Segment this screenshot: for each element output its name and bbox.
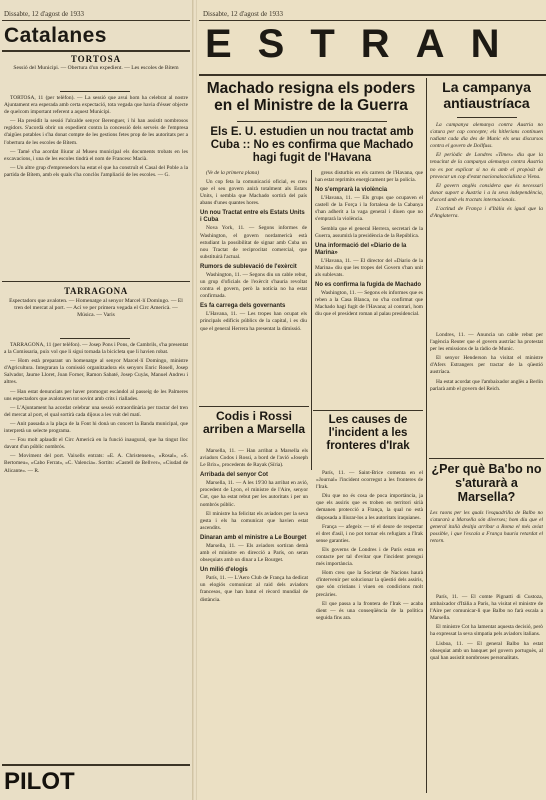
article-subheading: Arribada del senyor Cot — [200, 472, 269, 479]
main-column-2 — [315, 170, 423, 420]
article-paragraph: Sembla que el general Herrera, secretari de la Guerra, assumirà la presidència de la República. — [315, 225, 423, 239]
left-top-rule — [2, 20, 190, 21]
column-divider — [426, 78, 427, 793]
left-page — [0, 0, 195, 800]
article-paragraph: Marsella, 11. — Han arribat a Marsella els aviadors Codos i Rossi, a bord de l'avió «Joseph Le Brix», procedents de Rayak (Síria). — [200, 448, 308, 469]
article-paragraph: Washington, 11. — Segons els informes que es reben a la Casa Blanca, no s'ha confirmat que Machado hagi fugit de l'Havana; al contrari, hom diu que el president roman al palau presidencial. — [315, 290, 423, 318]
article-paragraph: Marsella, 11. — A les 19'30 ha arribat en avió, procedent de Lyon, el ministre de l'Aire, senyor Cot, que ha estat rebut per les autoritats i per un nombrós públic. — [200, 480, 308, 508]
article-paragraph: Els governs de Londres i de París estan en contacte per tal d'evitar que l'incident prengui més importància. — [316, 546, 423, 568]
article-paragraph: L'Havana, 11. — El director del «Diario de la Marina» diu que les tropes del Govern s'han unit als sublevats. — [315, 257, 423, 278]
article-paragraph: França — afegeix — té el deure de respectar el dret d'asil, i no pot tornar els refugiats a l'Irak sense garanties. — [316, 523, 423, 544]
article-subheading: No es confirma la fugida de Machado — [315, 282, 422, 289]
article-paragraph: Un cop feta la comunicació oficial, es creu que el seu govern anirà totalment als Estats Units, i sembla que Machado sortirà del país abans d'unes quantes hores. — [200, 179, 307, 207]
right-top-rule — [199, 20, 546, 21]
article-paragraph: París, 11. — L'Aero Club de França ha dedicat un elogiós comunicat al raid dels aviadors francesos, que han batut el rècord mundial de distància. — [200, 575, 308, 603]
article-paragraph: París, 11. — El comte Pignatti di Custoza, ambaixador d'Itàlia a París, ha visitat el ministre de l'Aire per comunicar-li que Balbo no farà escala a Marsella. — [430, 594, 543, 622]
article-paragraph: — Ha presidit la sessió l'alcalde senyor Berenguer, i hi han assistit nombrosos regidors. S'acordà obrir un expedient contra la concessió dels serveis de l'empresa d'aigües potables i s'ha donat compte de les gestions fetes prop de les autoritats per a l'obertura de les escoles de Bítem. — [4, 118, 188, 146]
article-paragraph: El senyor Henderson ha visitat el ministre d'Afers Estrangers per tractar de la qüestió austríaca. — [430, 355, 543, 376]
short-rule — [457, 117, 517, 118]
campanya-headline: La campanya antiaustríaca — [442, 79, 531, 111]
main-column-1 — [200, 170, 307, 402]
article-paragraph: — Un altre grup d'emprenedors ha estat el que ha construït el Casal del Poble a la partida de Bítem, amb els quals s'ha conclòs l'ampliació de les escoles. — G. — [4, 164, 188, 178]
baba-article — [430, 594, 543, 792]
section-title: Catalanes — [4, 24, 107, 47]
article-subheading: Un nou Tractat entre els Estats Units i Cuba — [200, 210, 305, 224]
article-paragraph: — Fou molt aplaudit el Circ Americà en la funció inaugural, que ha tingut lloc davant d'un públic nombrós. — [4, 437, 188, 451]
article-paragraph: — Anit passada a la plaça de la Font hi donà un concert la Banda municipal, que interpretà un selecte programa. — [4, 420, 188, 435]
main-headline: Machado resigna els poders en el Ministre de la Guerra — [206, 80, 416, 115]
main-subhead: Els E. U. estudien un nou tractat amb Cuba :: No es confirma que Machado hagi fugit de l'Havana — [210, 126, 414, 164]
bottom-headline-fragment: PILOT — [4, 768, 75, 795]
masthead: ESTRAN — [205, 22, 526, 66]
article-paragraph: — Tamé s'ha acordat lliurar al Museu municipal els documents trobats en les excavacions, i una de les escoles tindrà el nom de Francesc Macià. — [4, 148, 188, 162]
article-paragraph: greus disturbis en els carrers de l'Havana, que han estat reprimits energicament per la policia. — [315, 170, 423, 184]
article-subheading: Es fa carrega dels governants — [200, 303, 286, 310]
article-paragraph: Diu que no és cosa de poca importància, ja que els assiris que es troben en territori sirià demanen protecció a França, la qual no està disposada a lliurar-los a les autoritats iraquianes. — [316, 493, 423, 521]
article-paragraph: Ha estat acordat que l'ambaixador anglès a Berlín parlarà amb el govern del Reich. — [430, 378, 543, 392]
irak-headline: Les causes de l'incident a les fronteres d'Irak — [326, 414, 410, 452]
story-divider — [429, 458, 544, 459]
article-paragraph: Nova York, 11. — Segons informes de Washington, el govern nordamericà està estudiant la possibilitat de signar amb Cuba un nou Tractat de reciprocitat comercial, que substituirà l'actual. — [200, 225, 307, 260]
left-dateline: Dissabte, 12 d'agost de 1933 — [4, 10, 85, 18]
article-subheading: Un milió d'elogis — [200, 567, 248, 574]
article-subheading: Una informació del «Diario de la Marina» — [315, 242, 407, 256]
column-divider — [311, 170, 312, 470]
article-paragraph: Lisboa, 11. — El general Balbo ha estat obsequiat amb un banquet pel govern portuguès, al qual han assistit nombroses personalitats. — [430, 640, 543, 661]
baba-intro: Les raons per les quals l'esquadrilla de Balbo no s'aturarà a Marsella són diverses; hom diu que el general italià desitja arribar a Roma el més aviat possible, i que l'escala a França hauria retardat el retorn. — [430, 510, 543, 545]
article-paragraph: El ministre Cot ha lamentat aquesta decisió, però ha expressat la seva simpatia pels aviadors italians. — [430, 624, 543, 638]
article-paragraph: La campanya alemanya contra Àustria no s'atura per cap concepte; els hitlerians continuen radiant cada dia des de Munic els seus discursos contra el govern de Dollfuss. — [430, 122, 543, 150]
article-intro: (Ve de la primera plana) — [206, 170, 259, 176]
article-paragraph: El que passa a la frontera de l'Irak — acaba dient — és una conseqüència de la política seguida fins ara. — [316, 600, 423, 621]
tortosa-summary: Sessió del Municipi. — Obertura d'un expedient. — Les escoles de Bítem — [13, 65, 179, 71]
article-subheading: Dinaran amb el ministre a Le Bourget — [200, 534, 307, 541]
article-paragraph: Washington, 11. — Segons diu un cable rebut, un grup d'oficials de l'exèrcit s'hauria revoltat contra el govern, però la notícia no ha estat confirmada. — [200, 271, 307, 300]
article-paragraph: París, 11. — Saint-Brice comenta en el «Journal» l'incident ocorregut a les fronteres de l'Irak. — [316, 470, 423, 491]
campanya-intro — [430, 122, 543, 330]
tortosa-article — [4, 95, 188, 279]
codis-headline: Codis i Rossi arriben a Marsella — [202, 409, 306, 437]
article-subheading: Rumors de sublevació de l'exèrcit — [200, 263, 297, 270]
article-paragraph: Londres, 11. — Anuncia un cable rebut per l'agència Reuter que el govern austríac ha protestat per les emissions de la ràdio de Munic. — [430, 332, 543, 353]
main-head-rule — [237, 121, 387, 122]
bottom-rule — [2, 764, 190, 766]
article-subheading: No s'emprarà la violència — [315, 187, 388, 194]
article-paragraph: TARRAGONA, 11 (per telèfon). — Josep Pons i Pons, de Cambrils, s'ha presentat a la Comissaria, puix vol que li sigui tornada la bicicleta que li havien robat. — [4, 342, 188, 356]
right-page — [197, 0, 546, 800]
section-rule — [2, 50, 190, 52]
article-paragraph: Hom creu que la Societat de Nacions haurà d'intervenir per solucionar la qüestió dels assiris, que són cristians i viuen en condicions molt precàries. — [316, 570, 423, 598]
city-title-tarragona: TARRAGONA — [64, 286, 128, 296]
short-rule — [60, 338, 130, 339]
article-paragraph: L'Havana, 11. — Les tropes han ocupat els principals edificis públics de la capital, i es diu que el general Herrera ha presentat la dimissió. — [200, 311, 307, 332]
article-paragraph: El periòdic de Londres «Times» diu que la tenacitat de la campanya alemanya contra Àustria no es pot explicar si no és amb el propòsit de provocar un cop d'estat nacionalsocialista a Viena. — [430, 152, 543, 180]
story-divider — [313, 410, 423, 411]
divider-rule — [2, 281, 190, 282]
article-paragraph: El govern anglès considera que és necessari donar suport a Àustria i a la seva independència, d'acord amb els tractats internacionals. — [430, 182, 543, 203]
right-dateline: Dissabte, 12 d'agost de 1933 — [203, 10, 284, 18]
city-title-tortosa: TORTOSA — [70, 54, 122, 64]
article-paragraph: — L'Ajuntament ha acordat celebrar una sessió extraordinària per tractar del tren del mercat al port, el qual sortirà cada dijous a les vuit del matí. — [4, 404, 188, 418]
article-paragraph: El ministre ha felicitat els aviadors per la seva gesta i els ha comunicat que havien estat ascendits. — [200, 510, 308, 531]
tarragona-summary: Espectadors que avaloten. — Homenatge al senyor Marcel·lí Domingo. — El tren del mercat al port. — Ací ve per primera vegada el Circ Americà. — Música. — Varis — [9, 298, 183, 318]
article-paragraph: — Hom està preparant un homenatge al senyor Marcel·lí Domingo, ministre d'Agricultura. Integraran la comissió organitzadora els senyors Enric Rosell, Josep Salvador, Jaume Lloret, Joan Forner, Ramon Sabaté, Josep Cuyàs, Manuel Andreu i altres. — [4, 358, 188, 386]
masthead-rule — [199, 74, 546, 76]
article-paragraph: — Moviment del port. Vaixells entrats: «E. A. Christensen», «Rosal», «S. Bertomeu», «Cabo Ferrat», «C. Valencia». Sortits: «Castell de Bellver», «Ciudad de Alicante». — R. — [4, 453, 188, 474]
tarragona-article — [4, 342, 188, 762]
article-paragraph: — Han estat denunciats per haver promogut escàndol al passeig de les Palmeres uns espectadors que avalotaven tot sovint amb crits i riallades. — [4, 388, 188, 402]
irak-article — [316, 470, 423, 793]
article-paragraph: L'Havana, 11. — Els grups que ocupaven el castell de la Força i la fortalesa de la Cabanya s'han adherit a la vaga general i diuen que no s'emprarà la violència. — [315, 195, 423, 223]
codis-article — [200, 448, 308, 793]
short-rule — [60, 91, 130, 92]
article-paragraph: Marsella, 11. — Els aviadors sortiran demà amb el ministre en direcció a París, on seran obsequiats amb un dinar a Le Bourget. — [200, 542, 308, 564]
story-divider — [199, 406, 309, 407]
article-paragraph: TORTOSA, 11 (per telèfon). — La sessió que avui hom ha celebrat al nostre Ajuntament era esperada amb certa expectació, tota vegada que havia d'ésser objecte de quelcom important referent a aquest Municipi. — [4, 95, 188, 116]
baba-headline: ¿Per què Ba'bo no s'aturarà a Marsella? — [431, 462, 542, 504]
campanya-article — [430, 332, 543, 454]
article-paragraph: L'actitud de França i d'Itàlia és igual que la d'Anglaterra. — [430, 206, 543, 220]
